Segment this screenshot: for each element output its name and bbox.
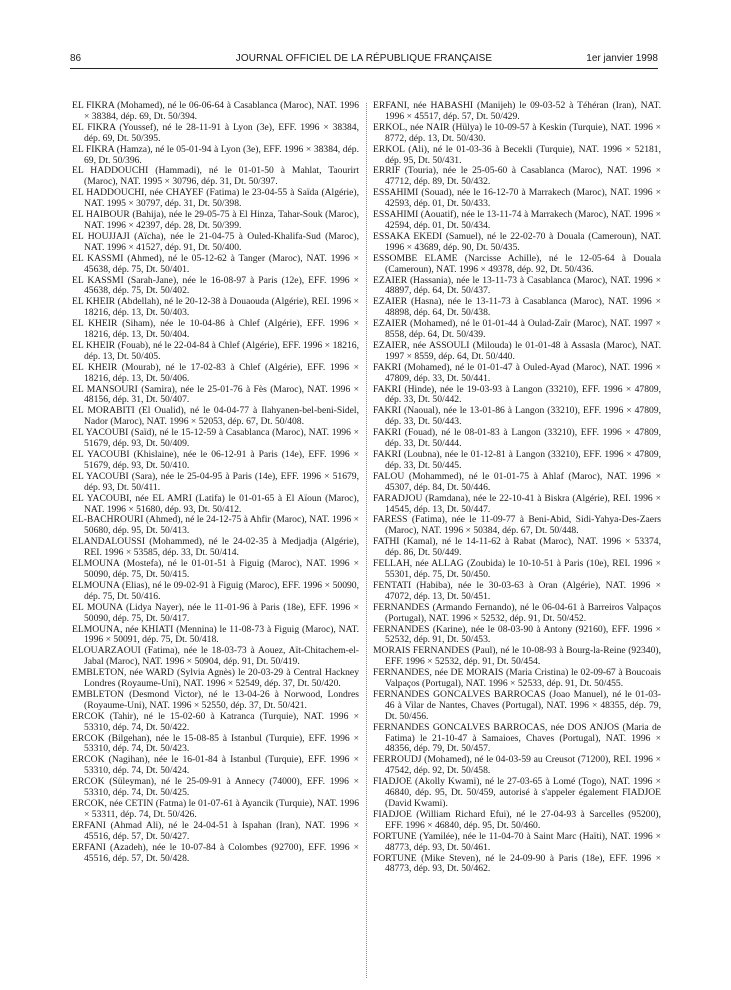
decree-entry: FERNANDES GONCALVES BARROCAS, née DOS ANJOS (Maria de Fatima) le 21-10-47 à Samaioes, Chaves (Portugal), NAT. 1996 × 48356, dép. 79, Dt. 50/457.: [373, 721, 661, 755]
decree-entry: EL YACOUBI (Khislaine), née le 06-12-91 à Paris (14e), EFF. 1996 × 51679, dép. 93, Dt. 50/410.: [72, 449, 359, 471]
issue-date: 1er janvier 1998: [586, 53, 658, 64]
decree-entry: ESSAKA EKEDI (Samuel), né le 22-02-70 à Douala (Cameroun), NAT. 1996 × 43689, dép. 90, Dt. 50/435.: [373, 230, 661, 253]
decree-entry: EMBLETON, née WARD (Sylvia Agnès) le 20-03-29 à Central Hackney Londres (Royaume-Uni), NAT. 1996 × 52549, dép. 37, Dt. 50/420.: [72, 667, 359, 690]
decree-entry: EZAIER (Hasna), née le 13-11-73 à Casablanca (Maroc), NAT. 1996 × 48898, dép. 64, Dt. 50/438.: [373, 296, 661, 319]
decree-entry: EL-BACHROURI (Ahmed), né le 24-12-75 à Ahfir (Maroc), NAT. 1996 × 50680, dép. 95, Dt. 50/413.: [72, 514, 359, 537]
decree-entry: EL MOUNA (Lidya Nayer), née le 11-01-96 à Paris (18e), EFF. 1996 × 50090, dép. 75, Dt. 50/417.: [72, 601, 359, 624]
header-rule: [70, 68, 658, 69]
decree-entry: EL FIKRA (Youssef), né le 28-11-91 à Lyon (3e), EFF. 1996 × 38384, dép. 69, Dt. 50/395.: [72, 121, 359, 144]
left-column: [72, 101, 359, 864]
decree-entry: FELLAH, née ALLAG (Zoubida) le 10-10-51 à Paris (10e), REI. 1996 × 55301, dép. 75, Dt. 50/450.: [373, 558, 661, 580]
decree-entry: ELMOUNA (Mostefa), né le 01-01-51 à Figuig (Maroc), NAT. 1996 × 50090, dép. 75, Dt. 50/415.: [72, 558, 359, 580]
decree-entry: EL YACOUBI (Saïd), né le 15-12-59 à Casablanca (Maroc), NAT. 1996 × 51679, dép. 93, Dt. 50/409.: [72, 427, 359, 450]
column-divider: [366, 103, 367, 978]
right-column: [373, 101, 661, 875]
page-header: [70, 53, 658, 67]
decree-entry: ERKOL (Ali), né le 01-03-36 à Becekli (Turquie), NAT. 1996 × 52181, dép. 95, Dt. 50/431.: [373, 143, 661, 166]
decree-entry: ERRIF (Touria), née le 25-05-60 à Casablanca (Maroc), NAT. 1996 × 47712, dép. 89, Dt. 50/432.: [373, 165, 661, 188]
decree-entry: ELANDALOUSSI (Mohammed), né le 24-02-35 à Medjadja (Algérie), REI. 1996 × 53585, dép. 33, Dt. 50/414.: [72, 536, 359, 559]
decree-entry: FAKRI (Naoual), née le 13-01-86 à Langon (33210), EFF. 1996 × 47809, dép. 33, Dt. 50/443.: [373, 405, 661, 428]
decree-entry: ERFANI (Azadeh), née le 10-07-84 à Colombes (92700), EFF. 1996 × 45516, dép. 57, Dt. 50/428.: [72, 841, 359, 864]
decree-entry: FERNANDES, née DE MORAIS (Maria Cristina) le 02-09-67 à Boucoais Valpaços (Portugal), NAT. 1996 × 52533, dép. 91, Dt. 50/455.: [373, 667, 661, 690]
decree-entry: FENTATI (Habiba), née le 30-03-63 à Oran (Algérie), NAT. 1996 × 47072, dép. 13, Dt. 50/451.: [373, 579, 661, 602]
decree-entry: FARESS (Fatima), née le 11-09-77 à Beni-Abid, Sidi-Yahya-Des-Zaers (Maroc), NAT. 1996 × 50384, dép. 67, Dt. 50/448.: [373, 514, 661, 537]
decree-entry: FAKRI (Fouad), né le 08-01-83 à Langon (33210), EFF. 1996 × 47809, dép. 33, Dt. 50/444.: [373, 427, 661, 450]
decree-entry: FAKRI (Hinde), née le 19-03-93 à Langon (33210), EFF. 1996 × 47809, dép. 33, Dt. 50/442.: [373, 383, 661, 406]
decree-entry: ERFANI (Ahmad Ali), né le 24-04-51 à Ispahan (Iran), NAT. 1996 × 45516, dép. 57, Dt. 50/427.: [72, 819, 359, 842]
page-number: 86: [70, 53, 82, 64]
decree-entry: EZAIER (Hassania), née le 13-11-73 à Casablanca (Maroc), NAT. 1996 × 48897, dép. 64, Dt. 50/437.: [373, 274, 661, 297]
decree-entry: EL HADDOUCHI, née CHAYEF (Fatima) le 23-04-55 à Saïda (Algérie), NAT. 1995 × 30797, dép. 31, Dt. 50/398.: [72, 187, 359, 210]
decree-entry: ERCOK (Bilgehan), née le 15-08-85 à Istanbul (Turquie), EFF. 1996 × 53310, dép. 74, Dt. 50/423.: [72, 732, 359, 755]
decree-entry: EL HOUJJAJI (Aïcha), née le 21-04-75 à Ouled-Khalifa-Sud (Maroc), NAT. 1996 × 41527, dép. 91, Dt. 50/400.: [72, 230, 359, 253]
decree-entry: EL MORABITI (El Oualid), né le 04-04-77 à Ilahyanen-bel-beni-Sidel, Nador (Maroc), NAT. 1996 × 52053, dép. 67, Dt. 50/408.: [72, 405, 359, 428]
decree-entry: MORAIS FERNANDES (Paul), né le 10-08-93 à Bourg-la-Reine (92340), EFF. 1996 × 52532, dép. 91, Dt. 50/454.: [373, 645, 661, 668]
decree-entry: FERROUDJ (Mohamed), né le 04-03-59 au Creusot (71200), REI. 1996 × 47542, dép. 92, Dt. 50/458.: [373, 754, 661, 777]
decree-entry: EL KASSMI (Ahmed), né le 05-12-62 à Tanger (Maroc), NAT. 1996 × 45638, dép. 75, Dt. 50/401.: [72, 252, 359, 275]
decree-entry: FARADJOU (Ramdana), née le 22-10-41 à Biskra (Algérie), REI. 1996 × 14545, dép. 13, Dt. 50/447.: [373, 492, 661, 515]
decree-entry: EL KASSMI (Sarah-Jane), née le 16-08-97 à Paris (12e), EFF. 1996 × 45638, dép. 75, Dt. 50/402.: [72, 274, 359, 297]
decree-entry: EMBLETON (Desmond Victor), né le 13-04-26 à Norwood, Londres (Royaume-Uni), NAT. 1996 × 52550, dép. 37, Dt. 50/421.: [72, 688, 359, 711]
decree-entry: EL YACOUBI, née EL AMRI (Latifa) le 01-01-65 à El Aïoun (Maroc), NAT. 1996 × 51680, dép. 93, Dt. 50/412.: [72, 492, 359, 515]
decree-entry: EL KHEIR (Siham), née le 10-04-86 à Chlef (Algérie), EFF. 1996 × 18216, dép. 13, Dt. 50/404.: [72, 318, 359, 341]
decree-entry: FIADJOE (William Richard Efui), né le 27-04-93 à Sarcelles (95200), EFF. 1996 × 46840, dép. 95, Dt. 50/460.: [373, 808, 661, 831]
decree-entry: FATHI (Kamal), né le 14-11-62 à Rabat (Maroc), NAT. 1996 × 53374, dép. 86, Dt. 50/449.: [373, 536, 661, 559]
decree-entry: EZAIER (Mohamed), né le 01-01-44 à Oulad-Zaïr (Maroc), NAT. 1997 × 8558, dép. 64, Dt. 50/439.: [373, 318, 661, 341]
journal-title: JOURNAL OFFICIEL DE LA RÉPUBLIQUE FRANÇAISE: [235, 53, 493, 64]
decree-entry: FIADJOE (Akolly Kwami), né le 27-03-65 à Lomé (Togo), NAT. 1996 × 46840, dép. 95, Dt. 50/459, autorisé à s'appeler également FIADJOE (David Kwami).: [373, 776, 661, 809]
decree-entry: EL YACOUBI (Sara), née le 25-04-95 à Paris (14e), EFF. 1996 × 51679, dép. 93, Dt. 50/411.: [72, 470, 359, 493]
decree-entry: ESSOMBE ELAME (Narcisse Achille), né le 12-05-64 à Douala (Cameroun), NAT. 1996 × 49378, dép. 92, Dt. 50/436.: [373, 252, 661, 275]
decree-entry: FAKRI (Loubna), née le 01-12-81 à Langon (33210), EFF. 1996 × 47809, dép. 33, Dt. 50/445.: [373, 449, 661, 471]
decree-entry: ELOUARZAOUI (Fatima), née le 18-03-73 à Aouez, Aït-Chitachem-el-Jabal (Maroc), NAT. 1996 × 50904, dép. 91, Dt. 50/419.: [72, 645, 359, 668]
decree-entry: FORTUNE (Mike Steven), né le 24-09-90 à Paris (18e), EFF. 1996 × 48773, dép. 93, Dt. 50/462.: [373, 852, 661, 875]
decree-entry: EL HAIBOUR (Bahija), née le 29-05-75 à El Hinza, Tahar-Souk (Maroc), NAT. 1996 × 42397, dép. 28, Dt. 50/399.: [72, 209, 359, 231]
decree-entry: EZAIER, née ASSOULI (Miloudа) le 01-01-48 à Assasla (Maroc), NAT. 1997 × 8559, dép. 64, Dt. 50/440.: [373, 339, 661, 362]
decree-entry: FERNANDES GONCALVES BARROCAS (Joao Manuel), né le 01-03-46 à Vilar de Nantes, Chaves (Portugal), NAT. 1996 × 48355, dép. 79, Dt. 50/456.: [373, 688, 661, 722]
decree-entry: EL FIKRA (Mohamed), né le 06-06-64 à Casablanca (Maroc), NAT. 1996 × 38384, dép. 69, Dt. 50/394.: [72, 100, 359, 122]
decree-entry: EL MANSOURI (Samira), née le 25-01-76 à Fès (Maroc), NAT. 1996 × 48156, dép. 31, Dt. 50/407.: [72, 383, 359, 406]
decree-entry: FERNANDES (Karine), née le 08-03-90 à Antony (92160), EFF. 1996 × 52532, dép. 91, Dt. 50/453.: [373, 623, 661, 646]
decree-entry: FORTUNE (Yamilée), née le 11-04-70 à Saint Marc (Haïti), NAT. 1996 × 48773, dép. 93, Dt. 50/461.: [373, 830, 661, 853]
decree-entry: ESSAHIMI (Aouatif), née le 13-11-74 à Marrakech (Maroc), NAT. 1996 × 42594, dép. 01, Dt. 50/434.: [373, 209, 661, 231]
decree-entry: FERNANDES (Armando Fernando), né le 06-04-61 à Barreiros Valpaços (Portugal), NAT. 1996 × 52532, dép. 91, Dt. 50/452.: [373, 601, 661, 624]
decree-entry: ERKOL, née NAIR (Hülya) le 10-09-57 à Keskin (Turquie), NAT. 1996 × 8772, dép. 13, Dt. 50/430.: [373, 121, 661, 144]
decree-entry: FALOU (Mohammed), né le 01-01-75 à Ahlaf (Maroc), NAT. 1996 × 45307, dép. 84, Dt. 50/446.: [373, 470, 661, 493]
decree-entry: ERCOK (Tahir), né le 15-02-60 à Katranca (Turquie), NAT. 1996 × 53310, dép. 74, Dt. 50/422.: [72, 710, 359, 733]
decree-entry: ERCOK (Nagihan), née le 16-01-84 à Istanbul (Turquie), EFF. 1996 × 53310, dép. 74, Dt. 50/424.: [72, 754, 359, 777]
decree-entry: EL KHEIR (Abdellah), né le 20-12-38 à Douaouda (Algérie), REI. 1996 × 18216, dép. 13, Dt. 50/403.: [72, 296, 359, 319]
decree-entry: ERCOK, née CETIN (Fatma) le 01-07-61 à Ayancik (Turquie), NAT. 1996 × 53311, dép. 74, Dt. 50/426.: [72, 798, 359, 820]
decree-entry: ELMOUNA (Elias), né le 09-02-91 à Figuig (Maroc), EFF. 1996 × 50090, dép. 75, Dt. 50/416.: [72, 579, 359, 602]
decree-entry: ERCOK (Süleyman), né le 25-09-91 à Annecy (74000), EFF. 1996 × 53310, dép. 74, Dt. 50/425.: [72, 776, 359, 799]
decree-entry: EL KHEIR (Mourab), né le 17-02-83 à Chlef (Algérie), EFF. 1996 × 18216, dép. 13, Dt. 50/406.: [72, 361, 359, 384]
decree-entry: FAKRI (Mohamed), né le 01-01-47 à Ouled-Ayad (Maroc), NAT. 1996 × 47809, dép. 33, Dt. 50/441.: [373, 361, 661, 384]
decree-entry: ELMOUNA, née KHIATI (Mennina) le 11-08-73 à Figuig (Maroc), NAT. 1996 × 50091, dép. 75, Dt. 50/418.: [72, 623, 359, 646]
decree-entry: ESSAHIMI (Souad), née le 16-12-70 à Marrakech (Maroc), NAT. 1996 × 42593, dép. 01, Dt. 50/433.: [373, 187, 661, 210]
decree-entry: EL KHEIR (Fouab), né le 22-04-84 à Chlef (Algérie), EFF. 1996 × 18216, dép. 13, Dt. 50/405.: [72, 339, 359, 362]
decree-entry: EL FIKRA (Hamza), né le 05-01-94 à Lyon (3e), EFF. 1996 × 38384, dép. 69, Dt. 50/396.: [72, 143, 359, 166]
decree-entry: ERFANI, née HABASHI (Manijeh) le 09-03-52 à Téhéran (Iran), NAT. 1996 × 45517, dép. 57, Dt. 50/429.: [373, 100, 661, 122]
decree-entry: EL HADDOUCHI (Hammadi), né le 01-01-50 à Mahlat, Taourirt (Maroc), NAT. 1995 × 30796, dép. 31, Dt. 50/397.: [72, 165, 359, 188]
